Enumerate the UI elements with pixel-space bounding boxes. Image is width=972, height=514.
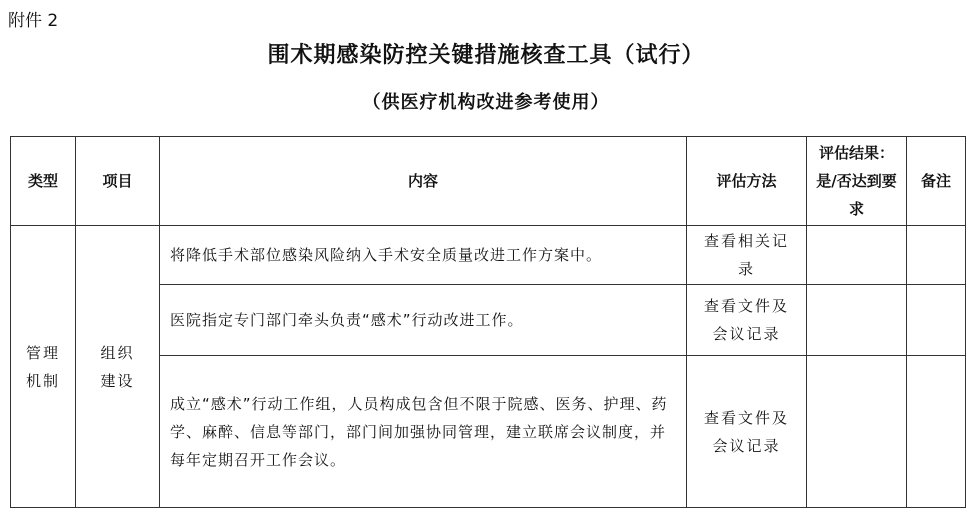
subcategory-cell bbox=[76, 226, 160, 508]
method-text: 查看相关记录 bbox=[703, 232, 789, 278]
method-text: 查看文件及会议记录 bbox=[703, 408, 789, 455]
method-text: 查看文件及会议记录 bbox=[703, 297, 789, 343]
method-cell bbox=[687, 356, 807, 508]
column-header-content: 内容 bbox=[160, 137, 687, 226]
column-header-item: 项目 bbox=[76, 137, 160, 226]
result-cell bbox=[807, 226, 907, 285]
table-header-row bbox=[11, 137, 966, 226]
method-cell bbox=[687, 285, 807, 356]
remark-cell bbox=[907, 285, 966, 356]
method-cell bbox=[687, 226, 807, 285]
subcategory-text: 组织建设 bbox=[100, 343, 135, 390]
remark-cell bbox=[907, 226, 966, 285]
column-header-result bbox=[807, 137, 907, 226]
attachment-label: 附件 2 bbox=[8, 11, 59, 31]
column-header-remark: 备注 bbox=[907, 137, 966, 226]
category-text: 管理机制 bbox=[25, 343, 60, 390]
category-cell bbox=[11, 226, 76, 508]
result-header-text: 评估结果：是/否达到要求 bbox=[816, 144, 897, 218]
document-title: 围术期感染防控关键措施核查工具（试行） bbox=[267, 43, 705, 68]
column-header-type: 类型 bbox=[11, 137, 76, 226]
content-cell: 将降低手术部位感染风险纳入手术安全质量改进工作方案中。 bbox=[160, 226, 687, 285]
document-subtitle: （供医疗机构改进参考使用） bbox=[362, 92, 610, 113]
column-header-method: 评估方法 bbox=[687, 137, 807, 226]
content-cell: 成立“感术”行动工作组，人员构成包含但不限于院感、医务、护理、药学、麻醉、信息等部门，部门间加强协同管理，建立联席会议制度，并每年定期召开工作会议。 bbox=[160, 356, 687, 508]
table-row bbox=[11, 226, 966, 285]
result-cell bbox=[807, 356, 907, 508]
remark-cell bbox=[907, 356, 966, 508]
result-cell bbox=[807, 285, 907, 356]
content-cell: 医院指定专门部门牵头负责“感术”行动改进工作。 bbox=[160, 285, 687, 356]
checklist-table bbox=[10, 136, 966, 508]
